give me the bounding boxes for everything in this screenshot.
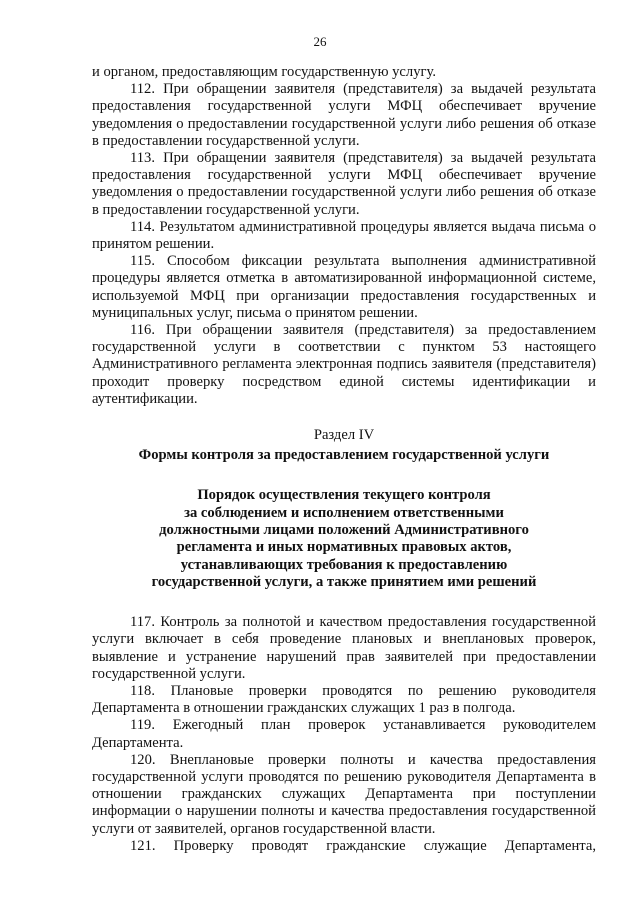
paragraph-119: 119. Ежегодный план проверок устанавливается руководителем Департамента.: [92, 717, 596, 751]
document-body: [92, 64, 596, 855]
subsection-title-line: за соблюдением и исполнением ответственными: [184, 504, 504, 521]
paragraph-112: 112. При обращении заявителя (представителя) за выдачей результата предоставления государственной услуги МФЦ обеспечивает вручение уведомления о предоставлении государственной услуги либо решения об отказе в предоставлении государственной услуги.: [92, 81, 596, 149]
subsection-title-line: государственной услуги, а также принятием ими решений: [151, 573, 537, 590]
section-label: Раздел IV: [313, 427, 375, 444]
page-number: 26: [313, 34, 327, 49]
paragraph-115: 115. Способом фиксации результата выполнения административной процедуры является отметка в автоматизированной информационной системе, используемой МФЦ при организации предоставления государственных и муниципальных услуг, письма о принятом решении.: [92, 253, 596, 321]
subsection-title-line: Порядок осуществления текущего контроля: [197, 487, 491, 504]
intro-continuation: и органом, предоставляющим государственную услугу.: [92, 64, 436, 80]
section-title: Формы контроля за предоставлением государственной услуги: [138, 447, 550, 464]
paragraph-116: 116. При обращении заявителя (представителя) за предоставлением государственной услуги в соответствии с пунктом 53 настоящего Административного регламента электронная подпись заявителя (представителя) проходит проверку посредством единой системы идентификации и аутентификации.: [92, 322, 596, 407]
paragraph-120: 120. Внеплановые проверки полноты и качества предоставления государственной услуги проводятся по решению руководителя Департамента в отношении гражданских служащих Департамента при поступлении информации о нарушении полноты и качества предоставления государственной услуги от заявителей, органов государственной власти.: [92, 751, 596, 837]
subsection-title-line: должностными лицами положений Административного: [159, 522, 529, 539]
subsection-title-line: регламента и иных нормативных правовых актов,: [176, 539, 512, 556]
subsection-title: [92, 487, 596, 591]
paragraph-114: 114. Результатом административной процедуры является выдача письма о принятом решении.: [92, 218, 596, 253]
paragraph-118: 118. Плановые проверки проводятся по решению руководителя Департамента в отношении гражданских служащих 1 раз в полгода.: [92, 683, 596, 717]
control-paragraphs: [92, 614, 596, 855]
subsection-title-line: устанавливающих требования к предоставлению: [180, 556, 508, 573]
paragraph-113: 113. При обращении заявителя (представителя) за выдачей результата предоставления государственной услуги МФЦ обеспечивает вручение уведомления о предоставлении государственной услуги либо решения об отказе в предоставлении государственной услуги.: [92, 150, 596, 218]
paragraph-117: 117. Контроль за полнотой и качеством предоставления государственной услуги включает в себя проведение плановых и внеплановых проверок, выявление и устранение нарушений прав заявителей при предоставлении государственной услуги.: [92, 614, 596, 682]
paragraph-121: 121. Проверку проводят гражданские служащие Департамента,: [130, 837, 596, 854]
